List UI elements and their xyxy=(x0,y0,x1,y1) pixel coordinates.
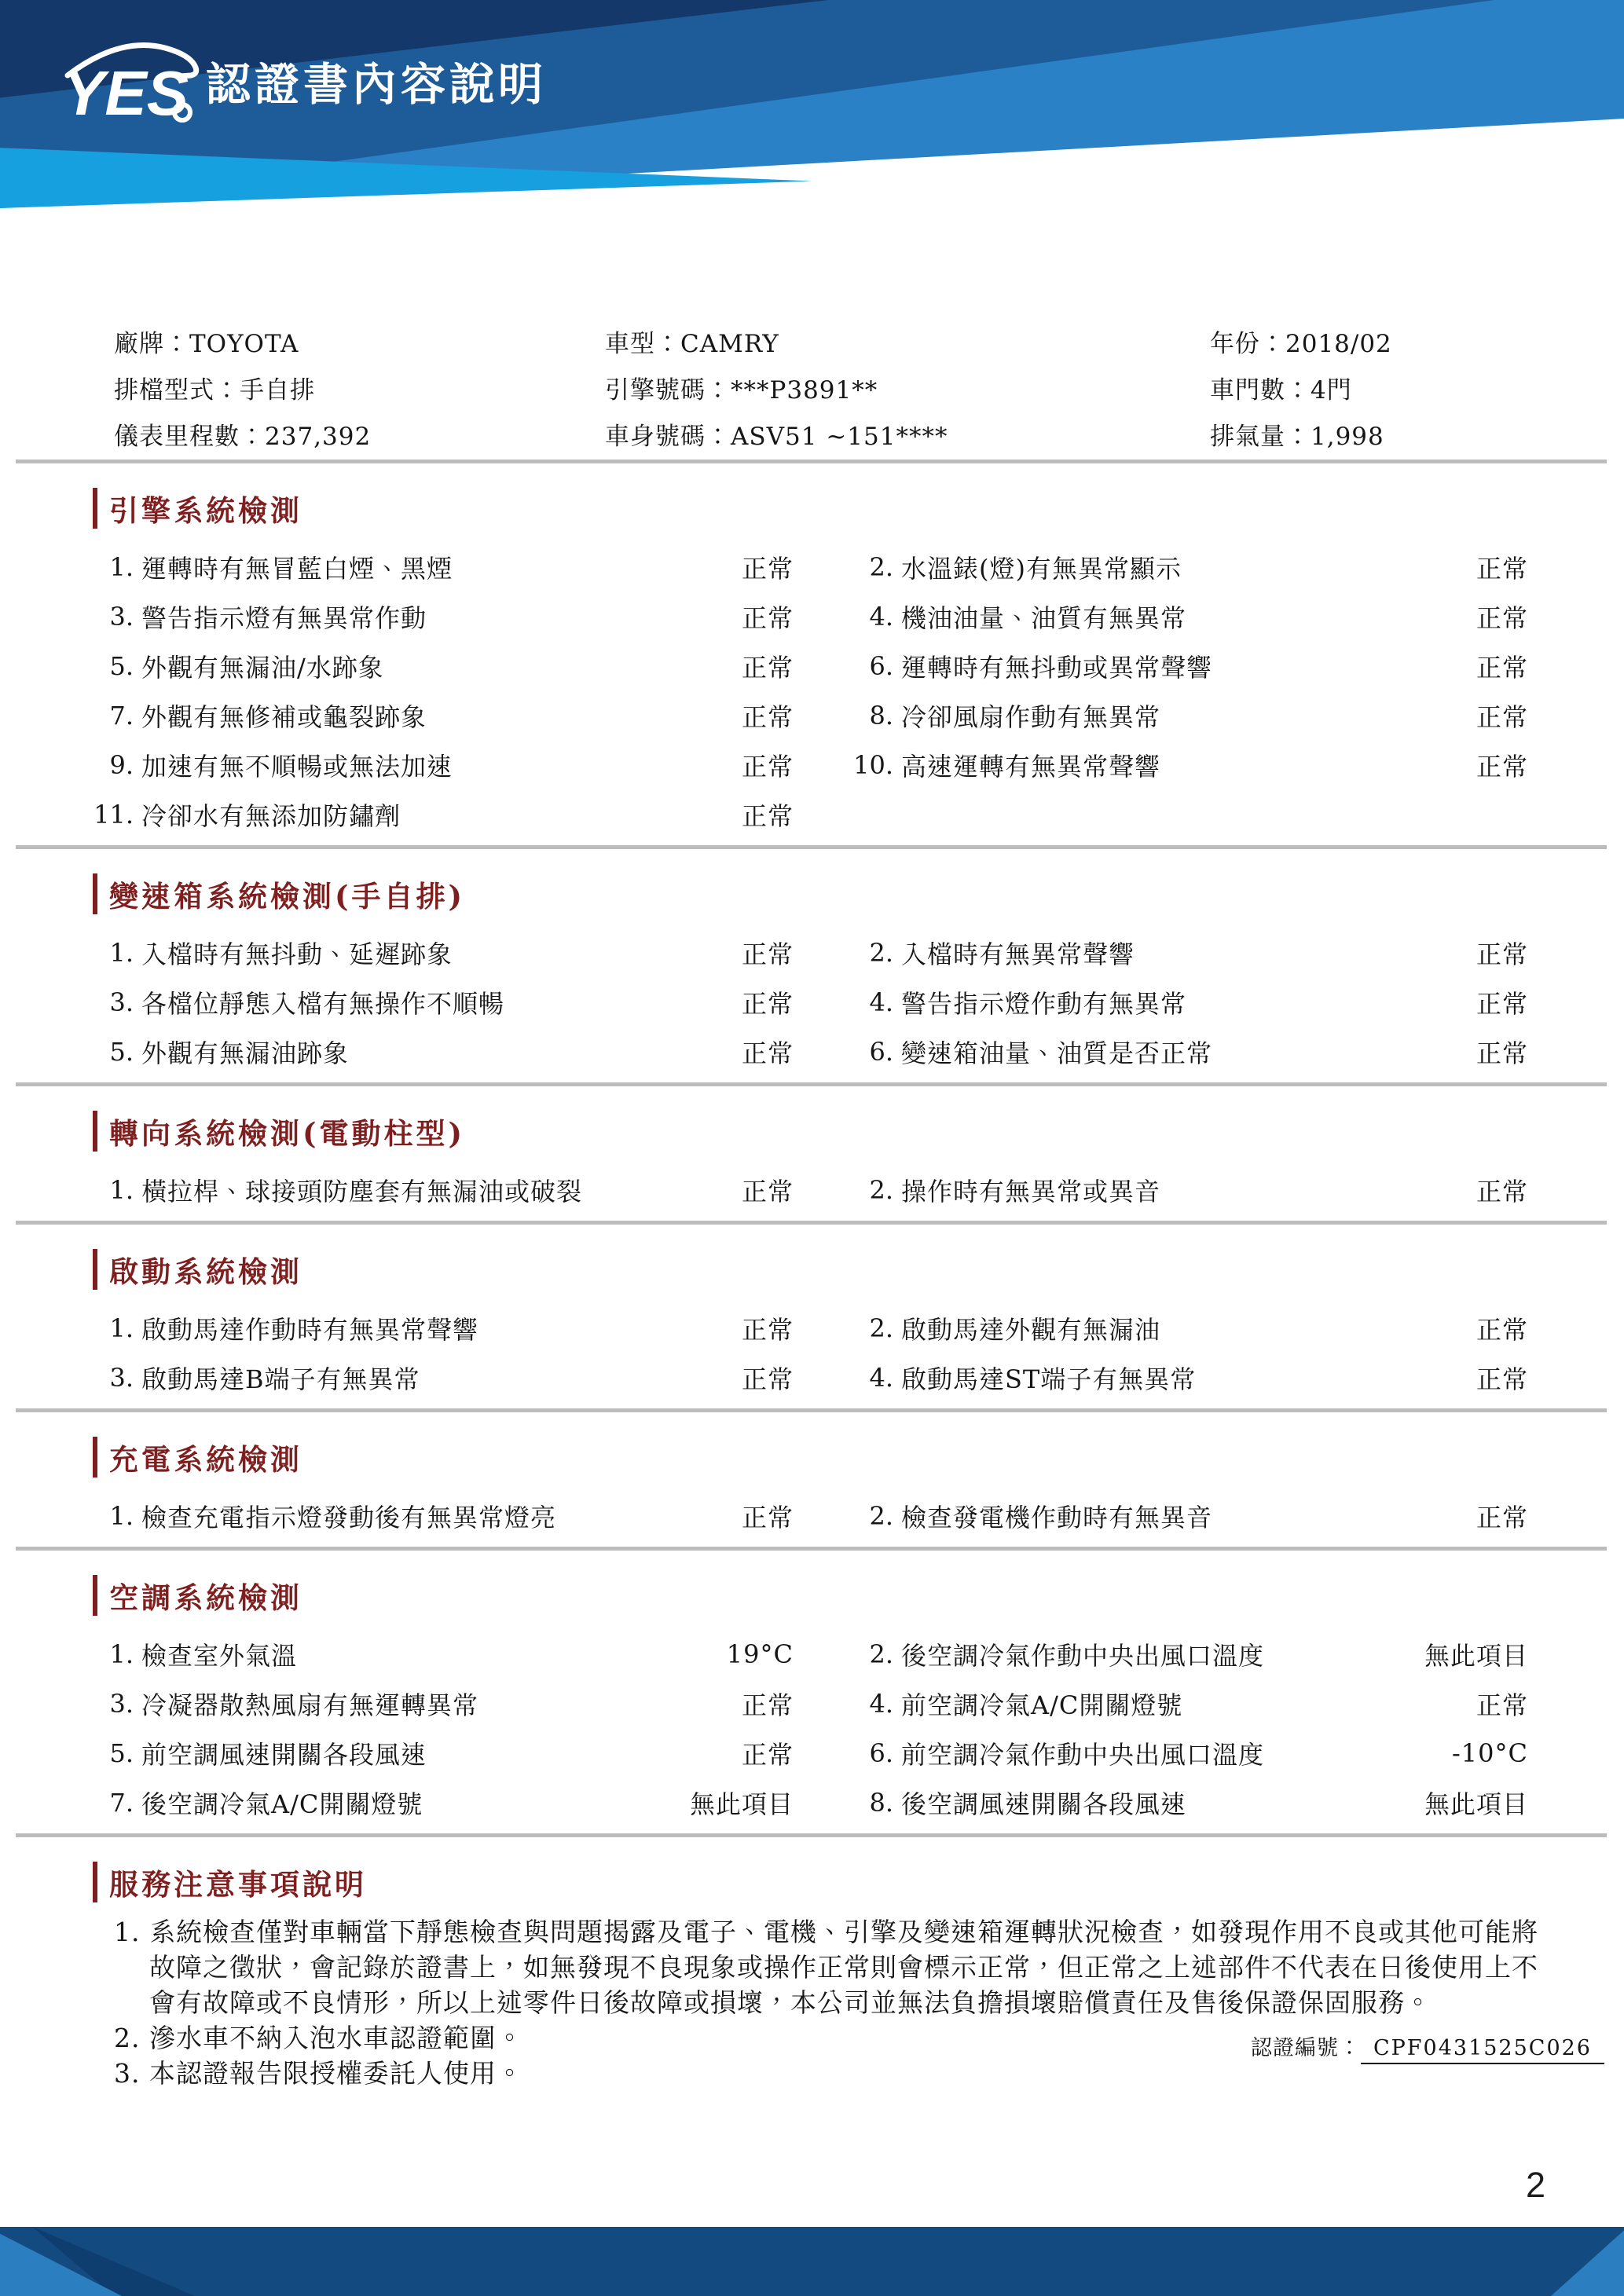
item-number: 10. xyxy=(853,749,893,780)
item-text: 檢查充電指示燈發動後有無異常燈亮 xyxy=(141,1502,557,1532)
vehicle-info-brand xyxy=(114,324,605,359)
item-number: 8. xyxy=(869,1787,893,1818)
item-text: 加速有無不順暢或無法加速 xyxy=(141,751,453,782)
item-result: 無此項目 xyxy=(1424,1640,1528,1671)
section-divider xyxy=(16,1082,1607,1086)
item-text: 後空調冷氣作動中央出風口溫度 xyxy=(901,1640,1265,1671)
item-text: 前空調冷氣作動中央出風口溫度 xyxy=(901,1739,1265,1770)
section-engine xyxy=(0,487,1624,849)
certificate-number-label: 認證編號： xyxy=(1250,2036,1361,2060)
inspection-items xyxy=(93,1303,1624,1402)
item-number: 4. xyxy=(869,1688,893,1719)
item-number: 2. xyxy=(869,1174,893,1205)
inspection-item xyxy=(93,789,794,839)
inspection-sections xyxy=(0,487,1624,1837)
item-number: 1. xyxy=(109,551,134,582)
vehicle-info-label: 排檔型式： xyxy=(114,376,240,405)
section-transmission xyxy=(0,873,1624,1086)
item-result: 正常 xyxy=(1476,1502,1528,1532)
item-result: 正常 xyxy=(741,988,794,1019)
note-number: 1. xyxy=(114,1917,141,1947)
item-number: 3. xyxy=(109,601,134,632)
item-result: 正常 xyxy=(741,1314,794,1345)
inspection-item xyxy=(852,740,1528,789)
item-text: 檢查發電機作動時有無異音 xyxy=(901,1502,1213,1532)
item-text: 啟動馬達ST端子有無異常 xyxy=(901,1364,1197,1394)
vehicle-info-value: ***P3891** xyxy=(731,376,878,405)
item-number: 1. xyxy=(109,1174,134,1205)
inspection-item xyxy=(852,928,1528,977)
vehicle-info-value: 237,392 xyxy=(265,423,372,451)
item-text: 警告指示燈作動有無異常 xyxy=(901,988,1187,1019)
section-starting xyxy=(0,1248,1624,1412)
vehicle-info xyxy=(114,324,1624,452)
inspection-item xyxy=(852,690,1528,740)
inspection-item xyxy=(852,1027,1528,1076)
item-text: 外觀有無漏油跡象 xyxy=(141,1038,350,1068)
section-title-text: 空調系統檢測 xyxy=(109,1580,302,1615)
yes-logo-text: YES xyxy=(63,58,189,128)
section-title-charging xyxy=(93,1436,1624,1478)
item-number: 4. xyxy=(869,987,893,1017)
inspection-item xyxy=(93,977,794,1027)
document-body xyxy=(0,324,1624,2091)
item-number: 9. xyxy=(109,749,134,780)
vehicle-info-vin xyxy=(605,416,1210,452)
item-text: 入檔時有無異常聲響 xyxy=(901,939,1135,969)
item-result: 19°C xyxy=(726,1639,794,1669)
inspection-item xyxy=(93,1629,794,1679)
section-title-text: 充電系統檢測 xyxy=(109,1442,302,1477)
inspection-items xyxy=(93,542,1624,839)
page-header xyxy=(0,0,1624,208)
item-result: 正常 xyxy=(1476,1690,1528,1720)
item-number: 2. xyxy=(869,1639,893,1669)
item-text: 變速箱油量、油質是否正常 xyxy=(901,1038,1213,1068)
note-text: 系統檢查僅對車輛當下靜態檢查與問題揭露及電子、電機、引擎及變速箱運轉狀況檢查，如發現作用不良或其他可能將故障之徵狀，會記錄於證書上，如無發現不良現象或操作正常則會標示正常，但正常之上述部件不代表在日後使用上不會有故障或不良情形，所以上述零件日後故障或損壞，本公司並無法負擔損壞賠償責任及售後保證保固服務。 xyxy=(149,1917,1538,2018)
inspection-item xyxy=(93,1165,794,1214)
inspection-item xyxy=(852,1165,1528,1214)
item-result: 正常 xyxy=(1476,553,1528,584)
item-text: 後空調冷氣A/C開關燈號 xyxy=(141,1789,423,1819)
item-number: 4. xyxy=(869,1362,893,1393)
item-number: 5. xyxy=(109,1738,134,1768)
inspection-item xyxy=(852,1778,1528,1827)
section-title-steering xyxy=(93,1110,1624,1152)
item-result: 無此項目 xyxy=(1424,1789,1528,1819)
item-text: 前空調風速開關各段風速 xyxy=(141,1739,427,1770)
section-divider xyxy=(16,1221,1607,1225)
item-number: 3. xyxy=(109,1688,134,1719)
section-title-starting xyxy=(93,1248,1624,1291)
item-number: 1. xyxy=(109,1313,134,1343)
section-title-bar xyxy=(93,1437,97,1478)
certificate-number-value: CPF0431525C026 xyxy=(1361,2036,1604,2064)
inspection-item xyxy=(852,542,1528,591)
inspection-item xyxy=(93,740,794,789)
section-air-conditioning xyxy=(0,1574,1624,1837)
inspection-item xyxy=(93,591,794,641)
item-text: 高速運轉有無異常聲響 xyxy=(901,751,1161,782)
item-result: 正常 xyxy=(1476,701,1528,732)
inspection-item xyxy=(852,1353,1528,1402)
item-number: 6. xyxy=(869,1036,893,1067)
inspection-item xyxy=(852,1679,1528,1728)
inspection-items xyxy=(93,928,1624,1076)
item-text: 運轉時有無抖動或異常聲響 xyxy=(901,652,1213,683)
note-text: 滲水車不納入泡水車認證範圍。 xyxy=(149,2023,523,2053)
item-text: 警告指示燈有無異常作動 xyxy=(141,602,427,633)
item-text: 後空調風速開關各段風速 xyxy=(901,1789,1187,1819)
vehicle-info-transmission-type xyxy=(114,370,605,405)
inspection-item xyxy=(93,1491,794,1540)
item-result: 正常 xyxy=(741,800,794,831)
vehicle-info-value: TOYOTA xyxy=(189,330,299,358)
section-divider xyxy=(16,1547,1607,1551)
item-text: 外觀有無漏油/水跡象 xyxy=(141,652,384,683)
item-number: 7. xyxy=(109,700,134,731)
inspection-item xyxy=(93,690,794,740)
item-text: 啟動馬達B端子有無異常 xyxy=(141,1364,420,1394)
item-result: 正常 xyxy=(1476,1314,1528,1345)
vehicle-info-label: 引擎號碼： xyxy=(605,376,731,405)
vehicle-info-value: 2018/02 xyxy=(1285,330,1392,358)
inspection-item xyxy=(852,641,1528,690)
item-result: 正常 xyxy=(741,1502,794,1532)
section-title-service-notes xyxy=(93,1861,1624,1903)
inspection-item xyxy=(852,1728,1528,1778)
section-divider xyxy=(16,845,1607,849)
vehicle-info-value: 手自排 xyxy=(240,376,315,405)
item-number: 2. xyxy=(869,1500,893,1531)
item-result: 正常 xyxy=(741,751,794,782)
item-result: 正常 xyxy=(1476,1364,1528,1394)
section-title-transmission xyxy=(93,873,1624,915)
vehicle-info-label: 儀表里程數： xyxy=(114,423,265,451)
item-text: 各檔位靜態入檔有無操作不順暢 xyxy=(141,988,505,1019)
vehicle-info-door-count xyxy=(1210,370,1624,405)
section-title-engine xyxy=(93,487,1624,529)
section-title-bar xyxy=(93,1249,97,1290)
vehicle-info-label: 廠牌： xyxy=(114,330,189,358)
item-text: 啟動馬達外觀有無漏油 xyxy=(901,1314,1161,1345)
inspection-items xyxy=(93,1165,1624,1214)
inspection-item xyxy=(93,1303,794,1353)
item-number: 5. xyxy=(109,650,134,681)
section-title-bar xyxy=(93,1575,97,1616)
item-result: 正常 xyxy=(741,553,794,584)
inspection-item xyxy=(852,1629,1528,1679)
item-text: 操作時有無異常或異音 xyxy=(901,1176,1161,1207)
item-result: 正常 xyxy=(1476,939,1528,969)
item-number: 3. xyxy=(109,1362,134,1393)
item-number: 6. xyxy=(869,1738,893,1768)
item-result: 正常 xyxy=(741,939,794,969)
item-text: 前空調冷氣A/C開關燈號 xyxy=(901,1690,1183,1720)
item-result: 正常 xyxy=(741,1176,794,1207)
section-divider xyxy=(16,1408,1607,1412)
inspection-item xyxy=(93,1728,794,1778)
item-result: 正常 xyxy=(741,1690,794,1720)
item-result: 正常 xyxy=(741,701,794,732)
item-result: 正常 xyxy=(741,1364,794,1394)
page-number: 2 xyxy=(1526,2165,1546,2205)
item-text: 機油油量、油質有無異常 xyxy=(901,602,1187,633)
certificate-number-line xyxy=(1251,2031,1604,2061)
inspection-items xyxy=(93,1491,1624,1540)
item-result: 正常 xyxy=(1476,602,1528,633)
item-number: 8. xyxy=(869,700,893,731)
inspection-item xyxy=(93,1027,794,1076)
item-number: 3. xyxy=(109,987,134,1017)
footer-shape-navy xyxy=(0,2227,1624,2296)
item-text: 檢查室外氣溫 xyxy=(141,1640,298,1671)
section-title-text: 變速箱系統檢測(手自排) xyxy=(109,879,466,914)
item-number: 11. xyxy=(93,799,134,829)
inspection-items xyxy=(93,1629,1624,1827)
vehicle-info-label: 排氣量： xyxy=(1210,423,1311,451)
service-notes xyxy=(93,1914,1624,2091)
section-title-bar xyxy=(93,873,97,914)
vehicle-info-model xyxy=(605,324,1210,359)
section-title-bar xyxy=(93,488,97,529)
vehicle-info-displacement xyxy=(1210,416,1624,452)
inspection-item xyxy=(852,1303,1528,1353)
item-text: 入檔時有無抖動、延遲跡象 xyxy=(141,939,453,969)
item-result: -10°C xyxy=(1451,1738,1528,1768)
item-number: 4. xyxy=(869,601,893,632)
item-number: 6. xyxy=(869,650,893,681)
item-text: 啟動馬達作動時有無異常聲響 xyxy=(141,1314,479,1345)
vehicle-info-engine-number xyxy=(605,370,1210,405)
section-divider xyxy=(16,460,1607,463)
inspection-item xyxy=(93,542,794,591)
item-result: 無此項目 xyxy=(689,1789,794,1819)
item-text: 冷凝器散熱風扇有無運轉異常 xyxy=(141,1690,479,1720)
item-result: 正常 xyxy=(1476,988,1528,1019)
section-title-bar xyxy=(93,1111,97,1152)
vehicle-info-year xyxy=(1210,324,1624,359)
section-title-text: 轉向系統檢測(電動柱型) xyxy=(109,1116,466,1151)
section-title-text: 服務注意事項說明 xyxy=(109,1867,367,1902)
item-result: 正常 xyxy=(741,652,794,683)
item-result: 正常 xyxy=(1476,1038,1528,1068)
item-result: 正常 xyxy=(1476,652,1528,683)
inspection-item xyxy=(93,1778,794,1827)
item-text: 冷卻風扇作動有無異常 xyxy=(901,701,1161,732)
inspection-item xyxy=(93,928,794,977)
vehicle-info-value: 4門 xyxy=(1311,376,1352,405)
item-number: 7. xyxy=(109,1787,134,1818)
item-result: 正常 xyxy=(1476,751,1528,782)
item-number: 2. xyxy=(869,551,893,582)
vehicle-info-label: 車門數： xyxy=(1210,376,1311,405)
service-note xyxy=(114,1914,1624,2020)
vehicle-info-value: ASV51 ~151**** xyxy=(731,423,948,451)
item-text: 運轉時有無冒藍白煙、黑煙 xyxy=(141,553,453,584)
inspection-item xyxy=(852,977,1528,1027)
section-steering xyxy=(0,1110,1624,1225)
item-result: 正常 xyxy=(741,1739,794,1770)
section-title-text: 引擎系統檢測 xyxy=(109,493,302,528)
item-number: 5. xyxy=(109,1036,134,1067)
item-text: 水溫錶(燈)有無異常顯示 xyxy=(901,553,1182,584)
item-number: 1. xyxy=(109,1500,134,1531)
section-title-bar xyxy=(93,1862,97,1902)
vehicle-info-label: 車型： xyxy=(605,330,680,358)
item-text: 冷卻水有無添加防鏽劑 xyxy=(141,800,401,831)
item-result: 正常 xyxy=(741,1038,794,1068)
vehicle-info-value: CAMRY xyxy=(680,330,779,358)
item-text: 橫拉桿、球接頭防塵套有無漏油或破裂 xyxy=(141,1176,583,1207)
vehicle-info-label: 車身號碼： xyxy=(605,423,731,451)
item-result: 正常 xyxy=(741,602,794,633)
vehicle-info-odometer xyxy=(114,416,605,452)
inspection-item xyxy=(93,1353,794,1402)
page-title: 認證書內容說明 xyxy=(206,60,547,110)
yes-logo xyxy=(63,35,208,130)
note-text: 本認證報告限授權委託人使用。 xyxy=(149,2058,523,2089)
item-number: 1. xyxy=(109,1639,134,1669)
section-divider xyxy=(16,1833,1607,1837)
vehicle-info-label: 年份： xyxy=(1210,330,1285,358)
section-title-text: 啟動系統檢測 xyxy=(109,1254,302,1289)
item-number: 2. xyxy=(869,937,893,968)
section-title-air-conditioning xyxy=(93,1574,1624,1617)
note-number: 3. xyxy=(114,2058,141,2089)
item-result: 正常 xyxy=(1476,1176,1528,1207)
item-number: 1. xyxy=(109,937,134,968)
item-text: 外觀有無修補或龜裂跡象 xyxy=(141,701,427,732)
item-number: 2. xyxy=(869,1313,893,1343)
page-footer xyxy=(0,2227,1624,2296)
inspection-item xyxy=(93,1679,794,1728)
section-charging xyxy=(0,1436,1624,1551)
vehicle-info-value: 1,998 xyxy=(1311,423,1384,451)
inspection-item xyxy=(852,591,1528,641)
inspection-item xyxy=(93,641,794,690)
inspection-item xyxy=(852,1491,1528,1540)
note-number: 2. xyxy=(114,2023,141,2053)
